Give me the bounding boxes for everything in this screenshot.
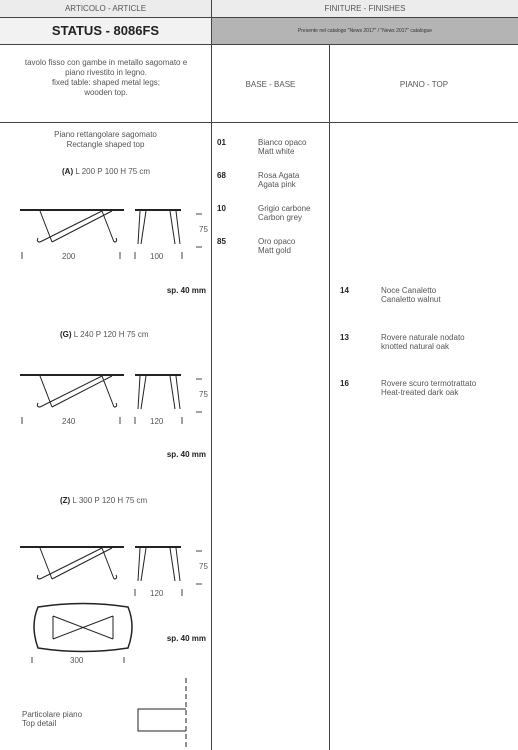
list-item: 01 Bianco opaco Matt white xyxy=(217,138,307,156)
model-g-height: 75 xyxy=(199,390,208,399)
product-code: STATUS - 8086FS xyxy=(0,18,211,44)
model-a-dims: (A) L 200 P 100 H 75 cm xyxy=(62,167,151,176)
model-a-height: 75 xyxy=(199,225,208,234)
model-a-depth: 100 xyxy=(150,252,164,261)
article-header: ARTICOLO - ARTICLE xyxy=(0,0,211,18)
top-finishes-list xyxy=(340,286,515,409)
detail-label-en: Top detail xyxy=(22,719,57,728)
model-g-drawing xyxy=(0,365,211,435)
list-item: 10 Grigio carbone Carbon grey xyxy=(217,204,311,222)
model-z-thickness: sp. 40 mm xyxy=(166,634,206,643)
list-item: 14 Noce Canaletto Canaletto walnut xyxy=(340,286,441,304)
column-divider xyxy=(211,0,212,750)
model-z-depth: 120 xyxy=(150,589,164,598)
detail-label-it: Particolare piano xyxy=(22,710,83,719)
top-detail-drawing xyxy=(130,678,200,750)
model-g-length: 240 xyxy=(62,417,76,426)
list-item: 85 Oro opaco Matt gold xyxy=(217,237,296,255)
list-item: 13 Rovere naturale nodato knotted natural oak xyxy=(340,333,465,351)
row-divider xyxy=(0,122,518,123)
model-g-depth: 120 xyxy=(150,417,164,426)
shape-title-it: Piano rettangolare sagomato xyxy=(54,130,157,139)
list-item: 68 Rosa Agata Agata pink xyxy=(217,171,300,189)
model-g-thickness: sp. 40 mm xyxy=(166,450,206,459)
shape-title-en: Rectangle shaped top xyxy=(66,140,145,149)
model-z-drawing xyxy=(0,537,211,607)
model-g-dims: (G) L 240 P 120 H 75 cm xyxy=(60,330,149,339)
model-z-height: 75 xyxy=(199,562,208,571)
row-divider xyxy=(0,44,518,45)
model-z-length-ticks xyxy=(0,650,211,670)
column-divider-finishes xyxy=(329,44,330,750)
base-finishes-list xyxy=(217,138,327,270)
model-a-length: 200 xyxy=(62,252,76,261)
top-column-header: PIANO - TOP xyxy=(399,80,449,89)
list-item: 16 Rovere scuro termotrattato Heat-treated dark oak xyxy=(340,379,477,397)
product-description: tavolo fisso con gambe in metallo sagomato e piano rivestito in legno. fixed table: shaped metal legs; wooden top. xyxy=(24,58,188,97)
model-a-thickness: sp. 40 mm xyxy=(166,286,206,295)
model-z-length: 300 xyxy=(70,656,84,665)
model-a-drawing xyxy=(0,200,211,270)
model-z-top-view xyxy=(28,604,138,654)
catalogue-note: Presente nel catalogo "News 2017" / "News 2017" catalogue xyxy=(212,18,518,44)
finishes-header: FINITURE - FINISHES xyxy=(212,0,518,18)
model-z-dims: (Z) L 300 P 120 H 75 cm xyxy=(60,496,148,505)
base-column-header: BASE - BASE xyxy=(245,80,296,89)
